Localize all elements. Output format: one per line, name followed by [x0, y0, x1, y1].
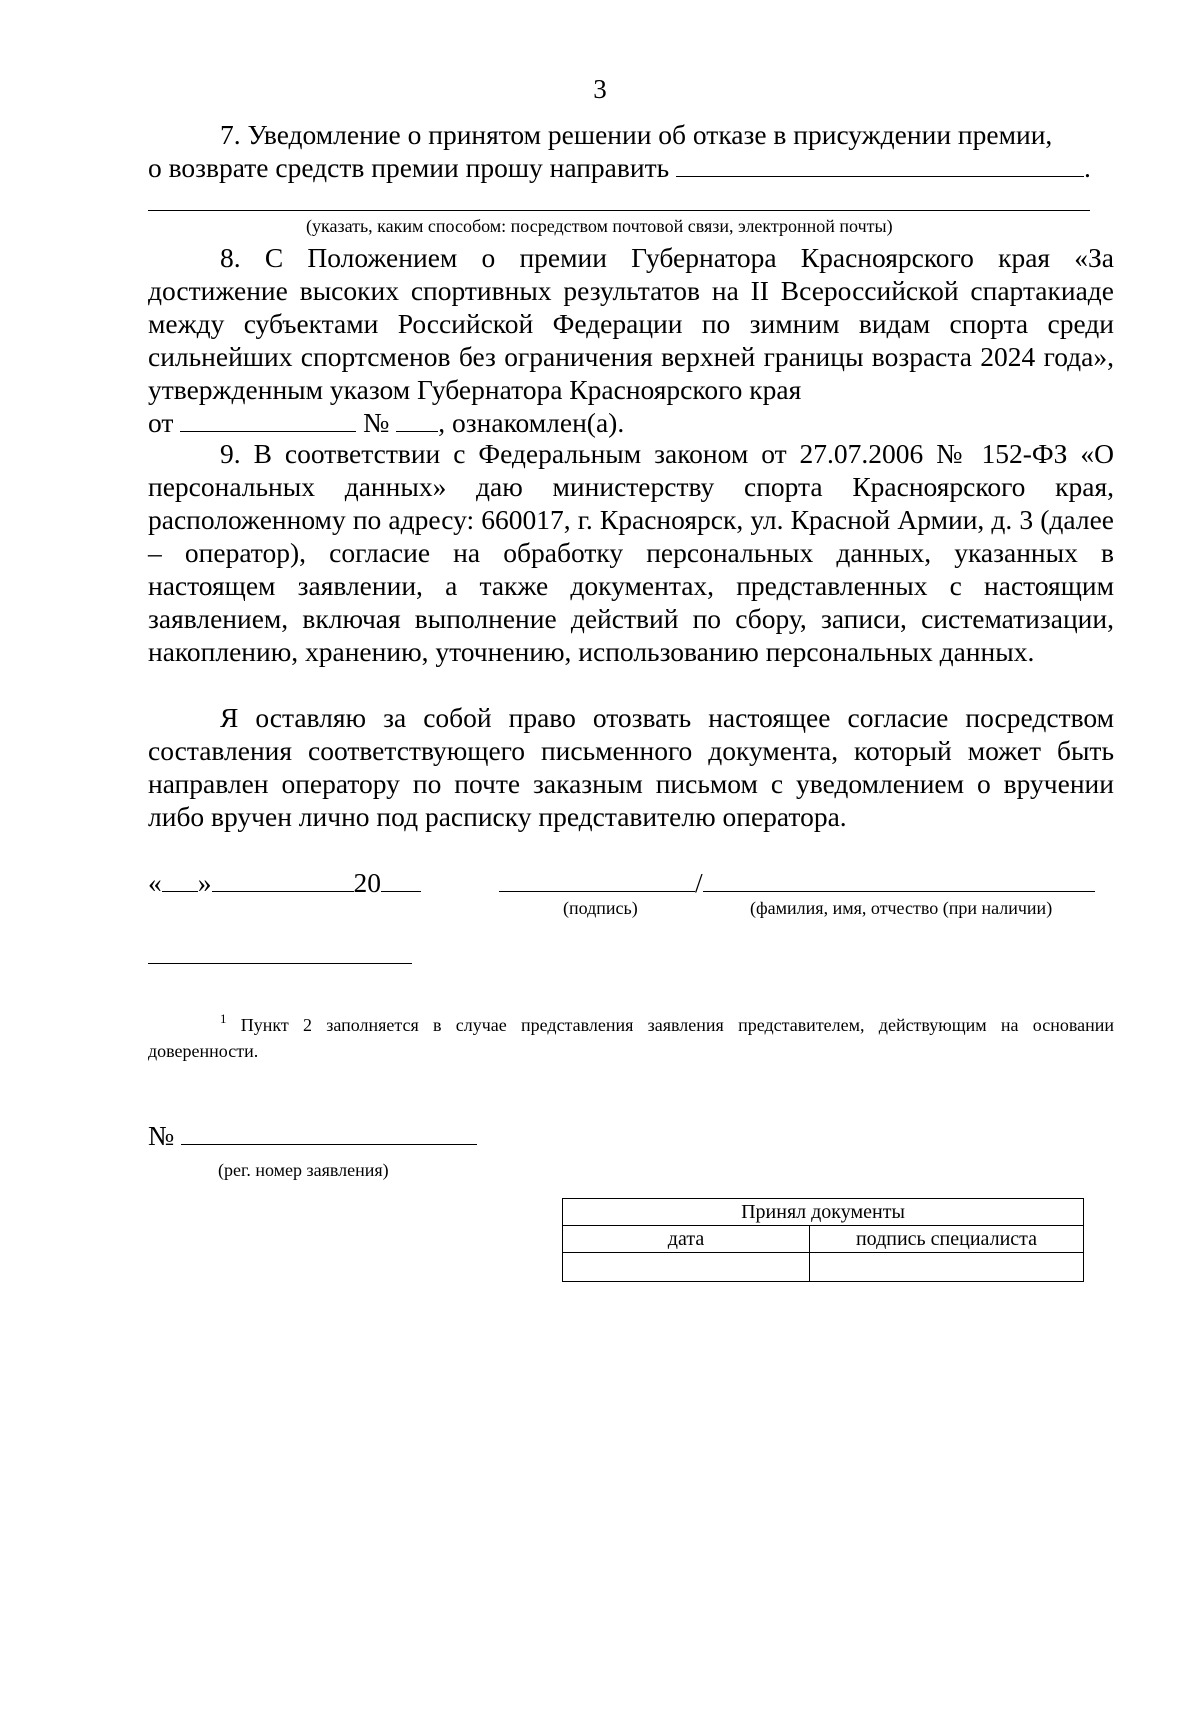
footnote-text: Пункт 2 заполняется в случае представления заявления представителем, действующим на основании доверенности.	[148, 1015, 1114, 1061]
date-year-blank[interactable]	[381, 867, 421, 892]
paragraph-8-num: №	[363, 407, 390, 438]
date-close-quote: »	[197, 867, 212, 898]
paragraph-8-text: 8. С Положением о премии Губернатора Красноярского края «За достижение высоких спортивных результатов на II Всероссийской спартакиаде между субъектами Российской Федерации по зимним видам спорта среди сильнейших спортсменов без ограничения верхней границы возраста 2024 года», утвержденным указом Губернатора Красноярского края	[148, 242, 1114, 405]
acceptance-table-header: Принял документы	[563, 1199, 1084, 1226]
footnote	[148, 1006, 1114, 1064]
paragraph-7	[148, 118, 1114, 184]
registration-hint: (рег. номер заявления)	[218, 1160, 389, 1180]
signature-blank[interactable]	[499, 867, 695, 892]
paragraph-8-tail: , ознакомлен(а).	[438, 407, 625, 438]
paragraph-7-line1: 7. Уведомление о принятом решении об отказе в присуждении премии,	[220, 119, 1053, 150]
paragraph-7-line2-text: о возврате средств премии прошу направить	[148, 152, 670, 183]
paragraph-8-from: от	[148, 407, 174, 438]
registration-num-sign: №	[148, 1120, 175, 1151]
paragraph-7-end: .	[1084, 152, 1091, 183]
paragraph-8-decree-line	[148, 406, 1114, 439]
acceptance-date-cell[interactable]	[563, 1253, 810, 1282]
acceptance-signature-cell[interactable]	[810, 1253, 1084, 1282]
delivery-method-blank[interactable]	[676, 152, 1084, 177]
paragraph-7-line2	[148, 151, 1114, 184]
signature-row	[148, 866, 1095, 899]
decree-date-blank[interactable]	[180, 407, 356, 432]
acceptance-date-header: дата	[563, 1226, 810, 1253]
page-number: 3	[593, 74, 607, 104]
full-name-blank[interactable]	[703, 867, 1095, 892]
acceptance-table	[562, 1198, 1084, 1282]
footnote-separator	[148, 963, 412, 964]
full-name-hint: (фамилия, имя, отчество (при наличии)	[750, 898, 1053, 918]
acceptance-signature-header: подпись специалиста	[810, 1226, 1084, 1253]
registration-number-blank[interactable]	[181, 1120, 477, 1145]
signature-hint: (подпись)	[563, 898, 638, 918]
paragraph-9	[148, 437, 1114, 668]
paragraph-8	[148, 241, 1114, 439]
date-year-prefix: 20	[353, 867, 381, 898]
date-open-quote: «	[148, 867, 162, 898]
footnote-marker: 1	[220, 1011, 227, 1026]
date-day-blank[interactable]	[162, 867, 198, 892]
paragraph-9-text: 9. В соответствии с Федеральным законом от 27.07.2006 № 152-ФЗ «О персональных данных» даю министерству спорта Красноярского края, расположенному по адресу: 660017, г. Красноярск, ул. Красной Армии, д. 3 (далее – оператор), согласие на обработку персональных данных, указанных в настоящем заявлении, а также документах, представленных с настоящим заявлением, включая выполнение действий по сбору, записи, систематизации, накоплению, хранению, уточнению, использованию персональных данных.	[148, 438, 1114, 667]
delivery-method-blank-2[interactable]	[148, 210, 1090, 211]
signature-slash: /	[695, 867, 703, 898]
date-month-blank[interactable]	[212, 867, 354, 892]
delivery-method-hint: (указать, каким способом: посредством почтовой связи, электронной почты)	[306, 216, 893, 236]
paragraph-revoke-text: Я оставляю за собой право отозвать настоящее согласие посредством составления соответствующего письменного документа, который может быть направлен оператору по почте заказным письмом с уведомлением о вручении либо вручен лично под расписку представителю оператора.	[148, 702, 1114, 832]
registration-number	[148, 1120, 477, 1152]
decree-number-blank[interactable]	[396, 407, 438, 432]
paragraph-revoke	[148, 701, 1114, 833]
